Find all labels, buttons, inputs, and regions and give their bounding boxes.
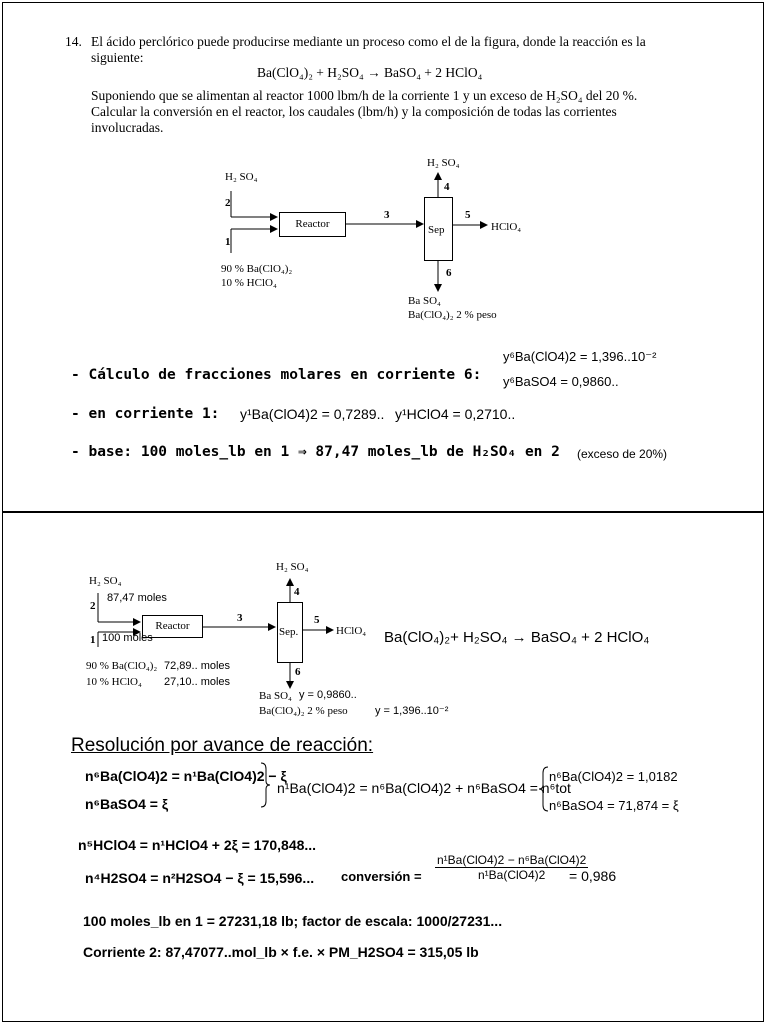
calc-line-a: - Cálculo de fracciones molares en corriente 6: <box>71 367 482 383</box>
bottom-y-baclo4: y = 1,396..10⁻² <box>375 705 449 717</box>
feed-composition-2: 10 % HClO₄ <box>221 277 277 289</box>
problem-line-2: siguiente: <box>91 50 144 65</box>
eq-n6-baso4: n⁶BaSO4 = ξ <box>85 796 169 812</box>
feed-composition-1: 90 % Ba(ClO₄)₂ <box>221 263 293 275</box>
scale-factor-line: 100 moles_lb en 1 = 27231,18 lb; factor de escala: 1000/27231... <box>83 913 503 929</box>
y1-baclo4: y¹Ba(ClO4)2 = 0,7289.. <box>240 406 385 422</box>
problem-line-4: Calcular la conversión en el reactor, los caudales (lbm/h) y la composición de todas las corrientes <box>91 104 617 119</box>
stream-3-label-2: 3 <box>237 612 243 624</box>
h2so4-out-label: H₂ SO₄ <box>427 157 460 169</box>
h2so4-out-label-2: H₂ SO₄ <box>276 561 309 573</box>
conversion-denominator: n¹Ba(ClO4)2 <box>477 868 546 882</box>
conversion-fraction <box>435 853 588 882</box>
y6-baso4: y⁶BaSO4 = 0,9860.. <box>503 374 619 389</box>
bottom-slide <box>2 512 764 1022</box>
feed-composition-1-2: 90 % Ba(ClO₄)₂ <box>86 660 158 672</box>
feed-composition-2-2: 10 % HClO₄ <box>86 676 142 688</box>
calc-line-c: - base: 100 moles_lb en 1 ⇒ 87,47 moles_lb de H₂SO₄ en 2 <box>71 444 560 460</box>
reaction-equation-2: Ba(ClO₄)₂+ H₂SO₄ → BaSO₄ + 2 HClO₄ <box>384 629 650 646</box>
problem-number: 14. <box>65 34 82 49</box>
conversion-value: = 0,986 <box>569 868 617 884</box>
stream-2-mass-line: Corriente 2: 87,47077..mol_lb × f.e. × PM_H2SO4 = 315,05 lb <box>83 944 479 960</box>
top-slide <box>2 2 764 512</box>
stream-4-label-2: 4 <box>294 586 300 598</box>
problem-reaction: Ba(ClO₄)₂ + H₂SO₄ → BaSO₄ + 2 HClO₄ <box>257 65 483 80</box>
resolution-title: Resolución por avance de reacción: <box>71 735 374 756</box>
stream-3-label: 3 <box>384 209 390 221</box>
eq-n1-balance: n¹Ba(ClO4)2 = n⁶Ba(ClO4)2 + n⁶BaSO4 = n⁶tot <box>277 780 571 796</box>
eq-n5-hclo4: n⁵HClO4 = n¹HClO4 + 2ξ = 170,848... <box>78 837 317 853</box>
bottom-composition-2-2: Ba(ClO₄)₂ 2 % peso <box>259 705 348 717</box>
calc-line-b: - en corriente 1: <box>71 406 220 422</box>
y6-baclo4: y⁶Ba(ClO4)2 = 1,396..10⁻² <box>503 349 657 364</box>
separator-box <box>424 197 453 261</box>
feed-moles-2: 27,10.. moles <box>164 676 231 688</box>
eq-n4-h2so4: n⁴H2SO4 = n²H2SO4 − ξ = 15,596... <box>85 870 315 886</box>
stream-5-label: 5 <box>465 209 471 221</box>
separator-label: Sep <box>428 224 445 236</box>
stream-1-label-2: 1 <box>90 634 96 646</box>
hclo4-out-label-2: HClO₄ <box>336 625 367 637</box>
exceso-note: (exceso de 20%) <box>577 447 668 461</box>
y1-hclo4: y¹HClO4 = 0,2710.. <box>395 406 516 422</box>
bottom-composition-1: Ba SO₄ <box>408 295 441 307</box>
bottom-composition-2: Ba(ClO₄)₂ 2 % peso <box>408 309 497 321</box>
problem-line-1: El ácido perclórico puede producirse mediante un proceso como el de la figura, donde la reacción es la <box>91 34 646 49</box>
h2so4-feed-label: H₂ SO₄ <box>225 171 258 183</box>
conversion-numerator: n¹Ba(ClO4)2 − n⁶Ba(ClO4)2 <box>437 853 587 867</box>
separator-label-2: Sep. <box>279 626 299 638</box>
bottom-composition-1-2: Ba SO₄ <box>259 690 292 702</box>
stream-6-label: 6 <box>446 267 452 279</box>
stream-2-moles: 87,47 moles <box>107 592 167 604</box>
feed-moles-1: 72,89.. moles <box>164 660 231 672</box>
stream-1-label: 1 <box>225 236 231 248</box>
result-n6-baclo4: n⁶Ba(ClO4)2 = 1,0182 <box>549 769 678 784</box>
stream-2-label-2: 2 <box>90 600 96 612</box>
reactor-label: Reactor <box>295 218 330 230</box>
bottom-y-baso4: y = 0,9860.. <box>299 689 357 701</box>
eq-n6-baclo4: n⁶Ba(ClO4)2 = n¹Ba(ClO4)2 − ξ <box>85 768 287 784</box>
stream-6-label-2: 6 <box>295 666 301 678</box>
h2so4-feed-label-2: H₂ SO₄ <box>89 575 122 587</box>
result-n6-baso4: n⁶BaSO4 = 71,874 = ξ <box>549 798 679 813</box>
hclo4-out-label: HClO₄ <box>491 221 522 233</box>
stream-4-label: 4 <box>444 181 450 193</box>
reactor-box <box>279 212 346 237</box>
stream-1-moles: 100 moles <box>102 632 153 644</box>
process-diagram-1 <box>3 3 763 513</box>
stream-5-label-2: 5 <box>314 614 320 626</box>
problem-line-3: Suponiendo que se alimentan al reactor 1000 lbm/h de la corriente 1 y un exceso de H₂SO₄ del 20 %. <box>91 88 638 103</box>
problem-line-5: involucradas. <box>91 120 164 135</box>
conversion-label: conversión = <box>341 869 422 884</box>
stream-2-label: 2 <box>225 197 231 209</box>
reactor-label-2: Reactor <box>155 620 190 632</box>
